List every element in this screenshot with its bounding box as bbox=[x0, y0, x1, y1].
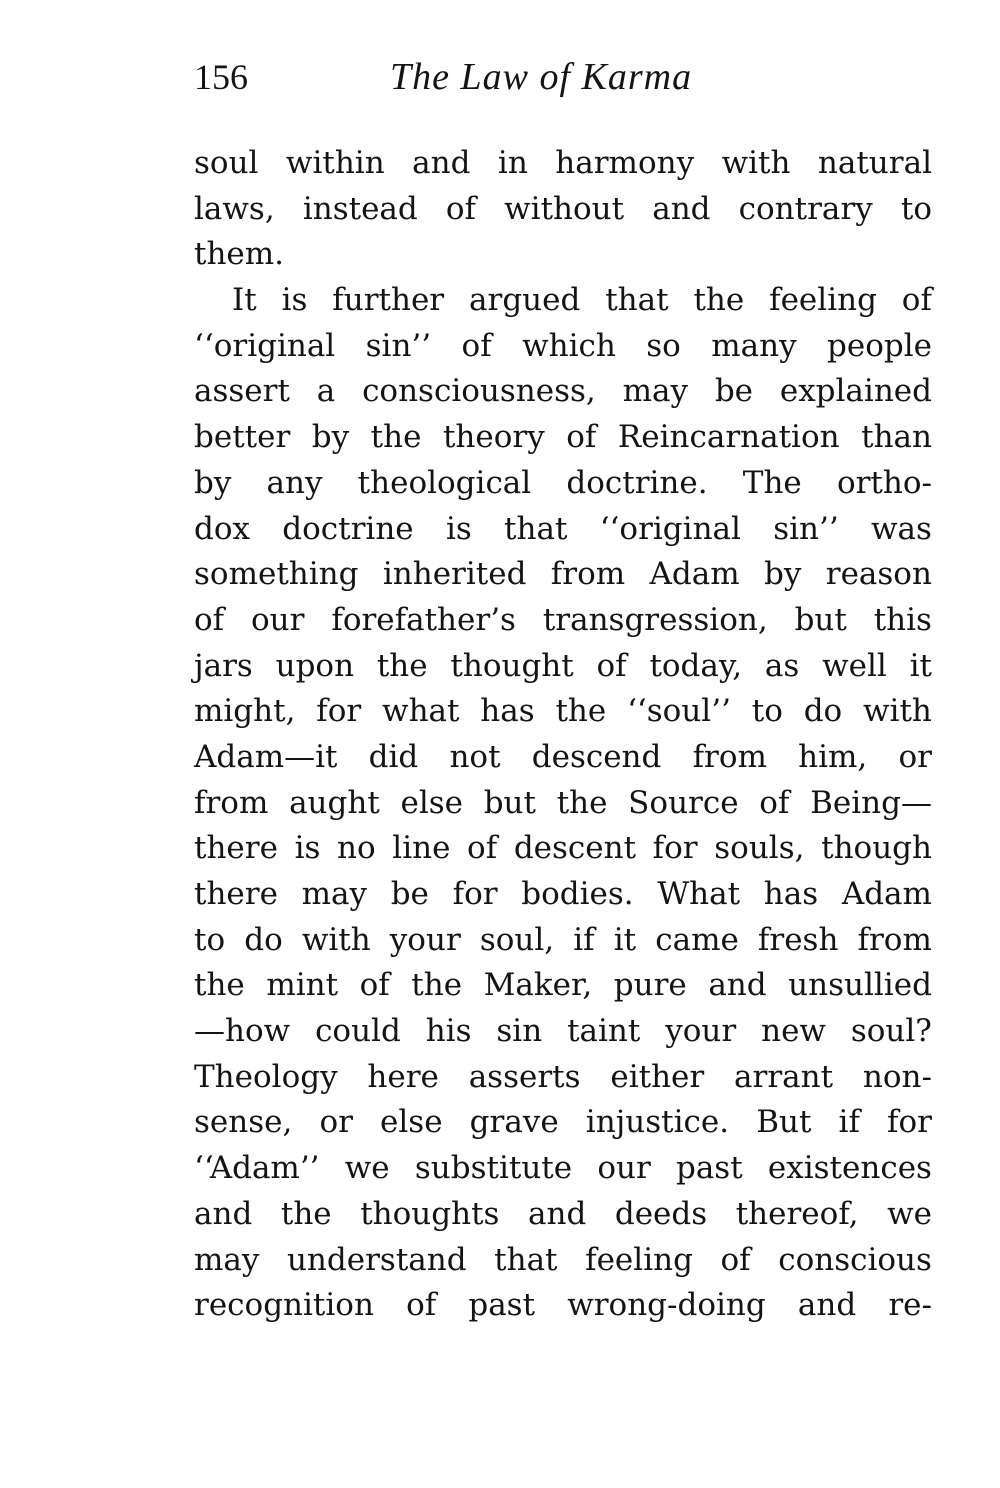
word: grave bbox=[469, 1104, 559, 1141]
word: soul bbox=[194, 145, 259, 181]
word: better bbox=[194, 419, 291, 456]
word: re- bbox=[888, 1287, 932, 1324]
word: him, bbox=[798, 738, 868, 775]
text-line bbox=[194, 141, 932, 187]
word: with bbox=[721, 145, 791, 181]
word: there bbox=[194, 830, 278, 867]
word: came bbox=[655, 921, 739, 958]
word: by bbox=[194, 464, 232, 501]
word: conscious bbox=[778, 1241, 932, 1278]
word: thoughts bbox=[360, 1195, 500, 1232]
word: ‘‘original bbox=[599, 510, 741, 547]
word: souls, bbox=[714, 830, 805, 867]
word: by bbox=[764, 556, 802, 593]
word: inherited bbox=[382, 556, 527, 593]
word: may bbox=[622, 373, 688, 410]
word: sense, bbox=[194, 1104, 293, 1141]
word: is bbox=[281, 282, 308, 319]
text-line bbox=[194, 369, 932, 415]
word: though bbox=[821, 830, 932, 867]
word: the bbox=[194, 967, 245, 1004]
word: of bbox=[596, 647, 627, 684]
word: this bbox=[873, 601, 932, 638]
word: be bbox=[390, 876, 429, 912]
word: without bbox=[504, 190, 625, 227]
word: doctrine. bbox=[566, 464, 708, 501]
word: to bbox=[751, 693, 783, 730]
word: to bbox=[194, 921, 226, 958]
word: feeling bbox=[769, 282, 877, 319]
word: taint bbox=[567, 1013, 641, 1050]
word: descent bbox=[513, 830, 637, 867]
text-line bbox=[194, 415, 932, 461]
word: may bbox=[194, 1241, 260, 1278]
word: from bbox=[550, 556, 626, 593]
word: with bbox=[301, 921, 371, 958]
word: assert bbox=[194, 373, 290, 410]
word: else bbox=[380, 1104, 443, 1141]
word: sin’’ bbox=[773, 510, 839, 547]
word: it bbox=[613, 921, 637, 958]
word: many bbox=[711, 327, 797, 364]
word: either bbox=[610, 1058, 705, 1095]
word: and bbox=[194, 1195, 253, 1232]
text-line bbox=[194, 1238, 932, 1284]
word: from bbox=[857, 921, 932, 958]
word: has bbox=[480, 693, 535, 730]
word: descend bbox=[531, 738, 662, 775]
word: in bbox=[497, 145, 528, 181]
word: recognition bbox=[194, 1287, 374, 1324]
word: of bbox=[901, 282, 932, 319]
word: and bbox=[652, 190, 711, 227]
word: to bbox=[900, 190, 932, 227]
word: might, bbox=[194, 693, 296, 730]
word: we bbox=[344, 1150, 390, 1187]
page-number: 156 bbox=[194, 57, 248, 97]
word: The bbox=[742, 464, 802, 501]
word: of bbox=[759, 784, 790, 821]
text-line bbox=[194, 187, 932, 233]
word: theological bbox=[357, 464, 532, 501]
word: non- bbox=[862, 1058, 932, 1095]
word: our bbox=[597, 1150, 651, 1187]
word: the bbox=[370, 419, 422, 456]
body-text bbox=[194, 141, 932, 1329]
word: did bbox=[368, 738, 419, 775]
word: well bbox=[822, 647, 887, 684]
word: Source bbox=[628, 784, 739, 821]
word: that bbox=[504, 510, 568, 547]
word: past bbox=[468, 1287, 536, 1324]
word: not bbox=[449, 738, 501, 775]
word: than bbox=[861, 419, 932, 456]
text-line bbox=[194, 552, 932, 598]
word: with bbox=[863, 693, 932, 730]
word: what bbox=[382, 693, 460, 730]
word: mint bbox=[266, 967, 339, 1004]
text-line bbox=[194, 598, 932, 644]
word: of bbox=[406, 1287, 437, 1324]
word: substitute bbox=[414, 1150, 573, 1187]
text-line bbox=[194, 1192, 932, 1238]
word: could bbox=[315, 1013, 401, 1050]
word: forefather’s bbox=[331, 601, 516, 638]
text-line bbox=[194, 507, 932, 553]
word: do bbox=[803, 693, 843, 730]
word: here bbox=[367, 1058, 439, 1095]
word: them. bbox=[194, 236, 285, 273]
word: of bbox=[359, 967, 390, 1004]
text-line bbox=[194, 232, 932, 278]
word: your bbox=[389, 921, 461, 958]
word: for bbox=[652, 830, 698, 867]
word: by bbox=[311, 419, 350, 456]
word: reason bbox=[825, 556, 932, 593]
word: or bbox=[319, 1104, 353, 1141]
word: which bbox=[522, 327, 616, 364]
word: feeling bbox=[585, 1241, 693, 1278]
word: the bbox=[693, 282, 745, 319]
word: thereof, bbox=[735, 1195, 859, 1232]
word: something bbox=[194, 556, 359, 593]
word: contrary bbox=[738, 190, 873, 227]
word: further bbox=[332, 282, 445, 319]
word: the bbox=[376, 647, 428, 684]
text-line bbox=[194, 1009, 932, 1055]
word: jars bbox=[194, 647, 253, 684]
word: ‘‘soul’’ bbox=[627, 693, 731, 730]
word: instead bbox=[302, 190, 418, 227]
word: Adam bbox=[841, 876, 932, 912]
word: thought bbox=[450, 647, 574, 684]
word: soul? bbox=[850, 1013, 932, 1050]
word: was bbox=[871, 510, 932, 547]
word: do bbox=[244, 921, 283, 958]
word: but bbox=[794, 601, 847, 638]
word: the bbox=[280, 1195, 332, 1232]
word: so bbox=[646, 327, 681, 364]
word: consciousness, bbox=[362, 373, 596, 410]
word: of bbox=[194, 601, 225, 638]
word: —how bbox=[194, 1013, 291, 1050]
word: fresh bbox=[757, 921, 839, 958]
word: But bbox=[756, 1104, 812, 1141]
text-line bbox=[194, 1100, 932, 1146]
word: wrong-doing bbox=[567, 1287, 766, 1324]
text-line bbox=[194, 461, 932, 507]
word: from bbox=[692, 738, 767, 775]
word: from bbox=[194, 784, 269, 821]
word: that bbox=[494, 1241, 558, 1278]
word: else bbox=[400, 784, 463, 821]
word: transgression, bbox=[542, 601, 768, 638]
word: Adam—it bbox=[194, 738, 338, 775]
word: of bbox=[566, 419, 597, 456]
word: if bbox=[838, 1104, 860, 1141]
word: ‘‘Adam’’ bbox=[194, 1150, 320, 1187]
text-line bbox=[194, 826, 932, 872]
text-line bbox=[194, 872, 932, 918]
word: your bbox=[665, 1013, 737, 1050]
word: if bbox=[573, 921, 595, 958]
word: for bbox=[887, 1104, 932, 1141]
word: laws, bbox=[194, 190, 275, 227]
word: a bbox=[316, 373, 336, 410]
word: dox bbox=[194, 510, 250, 547]
word: explained bbox=[779, 373, 932, 410]
word: his bbox=[425, 1013, 472, 1050]
text-line bbox=[194, 324, 932, 370]
word: doctrine bbox=[282, 510, 414, 547]
word: pure bbox=[613, 967, 687, 1004]
word: It bbox=[232, 282, 257, 319]
word: for bbox=[452, 876, 498, 912]
word: has bbox=[763, 876, 819, 912]
text-line bbox=[194, 1283, 932, 1329]
word: the bbox=[555, 693, 607, 730]
word: or bbox=[898, 738, 932, 775]
word: the bbox=[411, 967, 463, 1004]
word: the bbox=[556, 784, 608, 821]
word: Being— bbox=[810, 784, 932, 821]
word: as bbox=[764, 647, 800, 684]
word: and bbox=[528, 1195, 587, 1232]
word: and bbox=[708, 967, 767, 1004]
text-line bbox=[194, 781, 932, 827]
word: people bbox=[827, 327, 932, 364]
word: existences bbox=[767, 1150, 932, 1187]
word: and bbox=[412, 145, 471, 181]
word: of bbox=[720, 1241, 751, 1278]
word: be bbox=[714, 373, 754, 410]
word: What bbox=[657, 876, 741, 912]
word: Reincarnation bbox=[617, 419, 840, 456]
word: within bbox=[285, 145, 385, 181]
word: that bbox=[605, 282, 669, 319]
word: today, bbox=[649, 647, 743, 684]
word: of bbox=[445, 190, 477, 227]
word: is bbox=[294, 830, 321, 867]
text-line bbox=[194, 1146, 932, 1192]
word: argued bbox=[469, 282, 581, 319]
word: sin bbox=[496, 1013, 543, 1050]
word: soul, bbox=[479, 921, 555, 958]
word: we bbox=[887, 1195, 932, 1232]
word: injustice. bbox=[585, 1104, 730, 1141]
word: is bbox=[445, 510, 472, 547]
word: and bbox=[797, 1287, 857, 1324]
word: may bbox=[301, 876, 368, 912]
word: sin’’ bbox=[365, 327, 432, 364]
word: it bbox=[909, 647, 932, 684]
word: of bbox=[467, 830, 498, 867]
word: theory bbox=[442, 419, 545, 456]
word: past bbox=[675, 1150, 743, 1187]
word: arrant bbox=[734, 1058, 834, 1095]
text-line bbox=[194, 918, 932, 964]
word: new bbox=[761, 1013, 826, 1050]
word: Maker, bbox=[483, 967, 593, 1004]
running-head bbox=[194, 52, 934, 102]
word: for bbox=[316, 693, 362, 730]
word: Adam bbox=[649, 556, 740, 593]
word: deeds bbox=[614, 1195, 708, 1232]
text-line bbox=[194, 689, 932, 735]
text-line bbox=[194, 278, 932, 324]
word: asserts bbox=[468, 1058, 581, 1095]
word: no bbox=[337, 830, 376, 867]
word: upon bbox=[275, 647, 355, 684]
word: natural bbox=[817, 145, 932, 181]
word: bodies. bbox=[521, 876, 634, 912]
text-line bbox=[194, 735, 932, 781]
text-line bbox=[194, 963, 932, 1009]
word: of bbox=[461, 327, 492, 364]
word: ‘‘original bbox=[194, 327, 336, 364]
text-line bbox=[194, 1055, 932, 1101]
word: understand bbox=[286, 1241, 467, 1278]
word: harmony bbox=[555, 145, 695, 181]
word: but bbox=[483, 784, 536, 821]
word: aught bbox=[289, 784, 380, 821]
word: Theology bbox=[194, 1058, 338, 1095]
word: line bbox=[392, 830, 451, 867]
word: unsullied bbox=[788, 967, 932, 1004]
word: any bbox=[266, 464, 323, 501]
word: ortho- bbox=[836, 464, 932, 501]
text-line bbox=[194, 644, 932, 690]
running-title: The Law of Karma bbox=[390, 56, 693, 98]
word: there bbox=[194, 876, 278, 912]
word: our bbox=[251, 601, 305, 638]
